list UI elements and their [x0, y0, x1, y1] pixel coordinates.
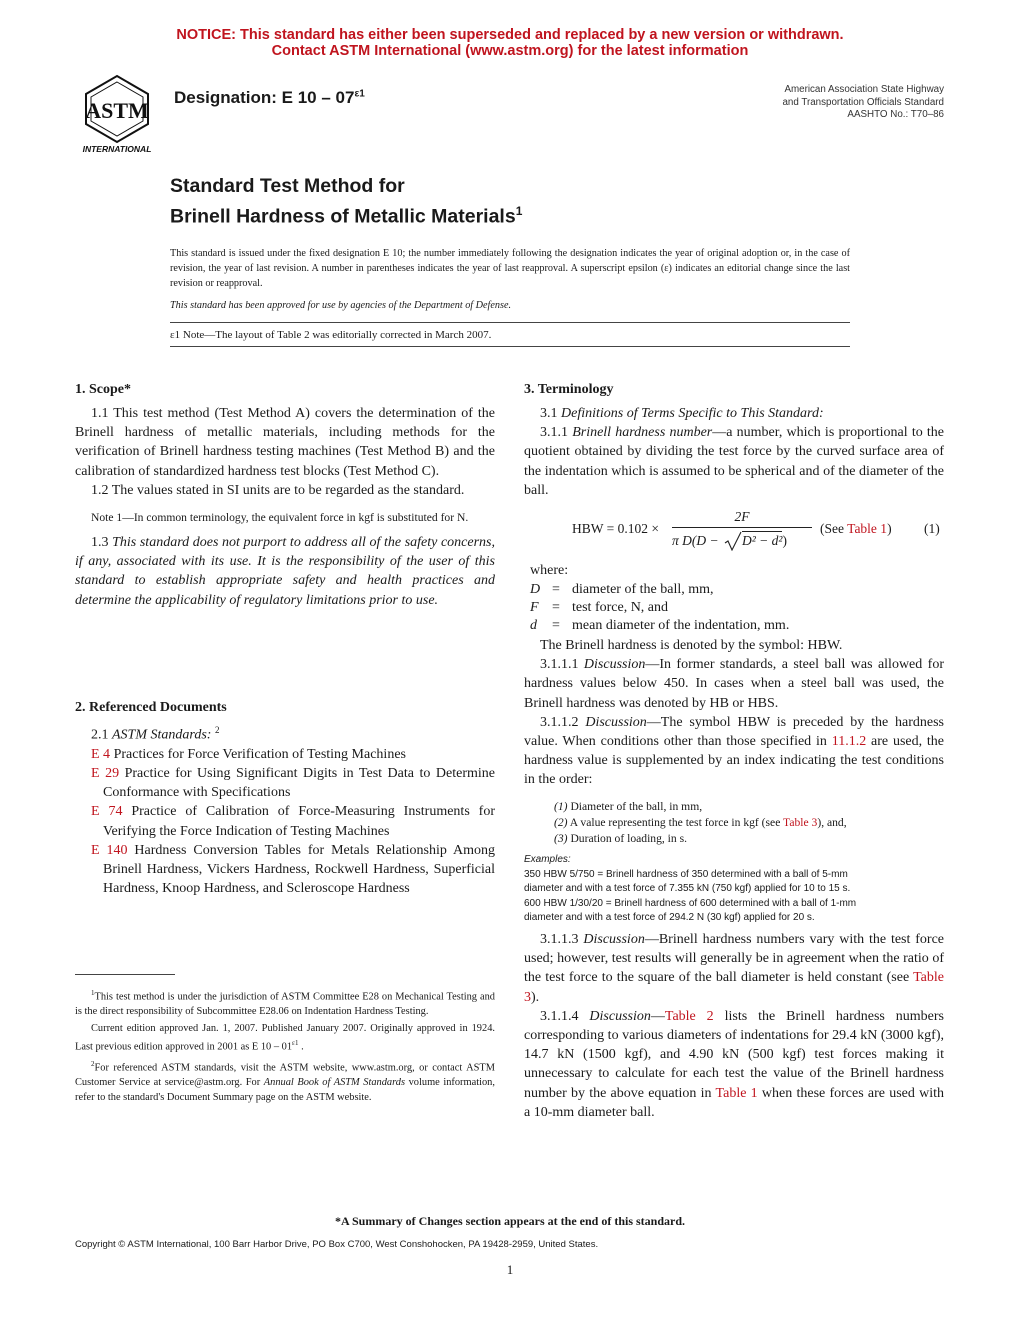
where-sym-d: D [530, 582, 541, 597]
conditions-item-1-num: (1) [554, 800, 568, 813]
footnote-1a [75, 986, 495, 1019]
scope-p3 [75, 533, 495, 610]
ref-item-e29 [75, 764, 495, 802]
where-sym-small-d: d [530, 618, 537, 633]
equation-root: D² − d² [742, 533, 783, 548]
referenced-heading: 2. Referenced Documents [75, 700, 227, 715]
term-d4-text-b: when these forces are used with a 10-mm diameter ball. [524, 1085, 944, 1120]
term-d3-num: 3.1.1.3 [540, 932, 579, 947]
term-denoted: The Brinell hardness is denoted by the symbol: HBW. [540, 638, 843, 653]
footnote-1-mark: 1 [91, 989, 95, 997]
term-d3-text-b: ). [531, 989, 540, 1005]
footnotes [75, 986, 495, 1105]
term-3-1 [524, 404, 944, 423]
designation-sup: ε1 [354, 88, 365, 100]
conditions-item-3-num: (3) [554, 832, 568, 845]
equation-denominator [672, 531, 787, 555]
title-line-1: Standard Test Method for [170, 175, 405, 197]
footnote-2-italic: Annual Book of ASTM Standards [263, 1077, 406, 1089]
equation-number: (1) [924, 521, 940, 536]
astm-logo-icon [74, 74, 160, 154]
term-d4 [524, 1007, 944, 1122]
referenced-sub [75, 721, 495, 745]
example-line-2: diameter and with a test force of 7.355 kN (750 kgf) applied for 10 to 15 s. [524, 883, 851, 895]
referenced-sub-num: 2.1 [91, 727, 109, 743]
aashto-line-3: AASHTO No.: T70–86 [847, 109, 944, 120]
term-3-1-1 [524, 423, 944, 500]
term-d4-label: Discussion [589, 1008, 651, 1024]
term-3-1-num: 3.1 [540, 406, 558, 421]
footnote-1b-text: Current edition approved Jan. 1, 2007. Published January 2007. Originally approved in 1924. Last previous edition approved in 2001 as E 10 – 01 [75, 1023, 495, 1053]
logo-caption: INTERNATIONAL [82, 144, 152, 154]
astm-logo [74, 74, 160, 154]
equation-denominator-pre: π D(D − [672, 533, 719, 548]
scope-section [75, 382, 495, 610]
footnote-rule [75, 974, 175, 975]
page-number: 1 [506, 1262, 514, 1277]
term-d1-num: 3.1.1.1 [540, 657, 579, 673]
logo-letters: ASTM [85, 98, 149, 123]
where-eq-small-d: = [552, 618, 560, 633]
conditions-item-2-link[interactable]: Table 3 [783, 816, 818, 829]
title-sup: 1 [515, 204, 523, 218]
title-line-2-text: Brinell Hardness of Metallic Materials [170, 205, 516, 228]
where-eq-d: = [552, 582, 560, 597]
epsilon-note [170, 329, 491, 341]
where-def-d: diameter of the ball, mm, [572, 582, 714, 597]
rule-bottom [170, 346, 850, 347]
examples-block [524, 853, 944, 926]
aashto-line-2: and Transportation Officials Standard [782, 96, 944, 108]
conditions-item-1 [524, 799, 944, 815]
term-d2-num: 3.1.1.2 [540, 714, 579, 730]
term-d4-text-a: lists the Brinell hardness numbers corresponding to various diameters of indentations for 29.4 kN (3000 kgf), 14.7 kN (1500 kgf), and 4.90 kN (500 kgf) test forces making it unnecessary to calculate for each test the value of the Brinell hardness number by the above equation in [524, 1008, 945, 1101]
scope-note1: Note 1—In common terminology, the equivalent force in kgf is substituted for N. [91, 511, 469, 525]
ref-text-e4: Practices for Force Verification of Testing Machines [113, 746, 406, 762]
copyright: Copyright © ASTM International, 100 Barr Harbor Drive, PO Box C700, West Conshohocken, PA 19428-2959, United States. [75, 1239, 599, 1250]
equation-lhs: HBW = 0.102 × [572, 521, 659, 536]
epsilon-note-mark: ε1 Note— [170, 329, 216, 341]
ref-text-e140: Hardness Conversion Tables for Metals Relationship Among Brinell Hardness, Vickers Hardness, Rockwell Hardness, Superficial Hardness, Knoop Hardness, and Scleroscope Hardness [103, 842, 496, 897]
scope-p3-text: This standard does not purport to address all of the safety concerns, if any, associated with its use. It is the responsibility of the user of this standard to establish appropriate safety and health practices and determine the applicability of regulatory limitations prior to use. [75, 535, 496, 608]
scope-p2: 1.2 The values stated in SI units are to be regarded as the standard. [91, 482, 465, 498]
ref-link-e4[interactable]: E 4 [91, 746, 111, 762]
term-d1-label: Discussion [583, 657, 646, 673]
ref-link-e29[interactable]: E 29 [91, 766, 120, 782]
issued-statement: This standard is issued under the fixed designation E 10; the number immediately following the designation indicates the year of original adoption or, in the case of revision, the year of last revision. A number in parentheses indicates the year of last reapproval. A superscript epsilon (ε) indicates an editorial change since the last revision or reapproval. [170, 248, 850, 290]
term-d3-link[interactable]: Table 3 [524, 970, 944, 1005]
term-3-1-1-text: —a number, which is proportional to the quotient obtained by dividing the test force by the curved surface area of the indentation which is assumed to be spherical and of the diameter of the ball. [524, 425, 945, 498]
footnote-2-mark: 2 [91, 1059, 95, 1068]
ref-item-e4 [75, 745, 495, 764]
epsilon-note-text: The layout of Table 2 was editorially corrected in March 2007. [215, 329, 492, 341]
equation-fraction-bar [672, 527, 812, 528]
conditions-list [524, 799, 944, 847]
footnote-2b-text: volume information, refer to the standard's Document Summary page on the ASTM website. [75, 1077, 495, 1104]
terminology-discussions [524, 636, 944, 790]
ref-item-e140 [75, 841, 495, 899]
term-d2-label: Discussion [585, 714, 647, 730]
title-line-2 [170, 199, 522, 230]
term-3-1-text: Definitions of Terms Specific to This Standard: [561, 406, 824, 421]
referenced-section [75, 700, 495, 898]
example-line-1: 350 HBW 5/750 = Brinell hardness of 350 determined with a ball of 5-mm [524, 868, 848, 880]
term-d3-text-a: —Brinell hardness numbers vary with the test force used; however, test results will generally be in agreement when the ratio of the test force to the square of the ball diameter is held constant (see [524, 932, 945, 986]
equation-denominator-post: ) [782, 533, 787, 548]
footnote-1b: Current edition approved Jan. 1, 2007. Published January 2007. Originally approved in 1924. Last previous edition approved in 2001 as E $10 - 01^{\varepsilon 1}$ . [75, 1023, 495, 1053]
examples-label: Examples: [524, 854, 571, 865]
equation-see-link[interactable]: Table 1 [847, 521, 888, 536]
equation-see-pre: (See [820, 521, 844, 536]
where-row-d [530, 582, 714, 598]
scope-p1: 1.1 This test method (Test Method A) covers the determination of the Brinell hardness of metallic materials, including methods for the verification of Brinell hardness testing machines (Test Method B) and the calibration of standardized hardness test blocks (Test Method C). [75, 406, 495, 479]
conditions-item-2 [524, 815, 944, 831]
ref-text-e74: Practice of Calibration of Force-Measuring Instruments for Verifying the Force Indication of Testing Machines [103, 804, 495, 839]
where-label: where: [530, 563, 569, 578]
term-d2-link[interactable]: 11.1.2 [831, 734, 867, 750]
term-d4-dash: — [650, 1008, 665, 1024]
notice-line-1: NOTICE: This standard has either been superseded and replaced by a new version or withdrawn. [176, 27, 844, 43]
designation [174, 88, 365, 108]
term-d2-text-a: —The symbol HBW is preceded by the hardness value. When conditions other than those specified in [524, 714, 944, 750]
conditions-item-2-text: A value representing the test force in kgf (see [569, 816, 781, 829]
footnote-2a-text: For referenced ASTM standards, visit the ASTM website, www.astm.org, or contact ASTM Customer Service at service@astm.org. For [75, 1062, 495, 1089]
where-def-f: test force, N, and [572, 600, 669, 615]
term-d1 [524, 655, 944, 713]
equation-numerator: 2F [734, 509, 750, 524]
designation-text: Designation: E 10 – 07 [174, 88, 355, 107]
terminology-discussions-2 [524, 930, 944, 1122]
document-title [170, 174, 522, 230]
term-d2 [524, 713, 944, 790]
notice-line-2: Contact ASTM International (www.astm.org) for the latest information [271, 43, 749, 59]
term-d1-text: —In former standards, a steel ball was allowed for hardness values below 450. In cases when a steel ball was used, the Brinell hardness was denoted by HB or HBS. [524, 657, 944, 711]
referenced-sub-text: ASTM Standards: [112, 727, 212, 743]
footnote-1b-sup: ε1 [292, 1039, 299, 1048]
aashto-line-1: American Association State Highway [784, 84, 944, 95]
summary-note: *A Summary of Changes section appears at the end of this standard. [334, 1214, 686, 1228]
rule-top [170, 322, 850, 323]
conditions-item-3-text: Duration of loading, in s. [570, 832, 688, 845]
footnote-2 [75, 1057, 495, 1105]
term-d4-link-2[interactable]: Table 1 [715, 1085, 758, 1101]
where-def-small-d: mean diameter of the indentation, mm. [572, 618, 790, 633]
conditions-item-2-after: ), and, [817, 816, 847, 829]
example-line-4: diameter and with a test force of 294.2 N (30 kgf) applied for 20 s. [524, 912, 815, 924]
scope-heading: 1. Scope* [75, 382, 131, 397]
equation-see-post: ) [887, 521, 892, 536]
where-eq-f: = [552, 600, 560, 615]
term-3-1-1-term: Brinell hardness number [572, 425, 713, 441]
term-d2-text-b: are used, the hardness value is supplemented by an index indicating the test conditions in the order: [524, 734, 945, 788]
where-sym-f: F [530, 600, 539, 615]
conditions-item-3 [524, 831, 944, 847]
where-row-f [530, 600, 669, 616]
term-d3 [524, 930, 944, 1007]
aashto-block [700, 84, 944, 122]
term-d4-link-1[interactable]: Table 2 [664, 1008, 714, 1024]
approved-statement: This standard has been approved for use by agencies of the Department of Defense. [170, 300, 512, 311]
referenced-sub-sup: 2 [214, 725, 220, 735]
conditions-item-1-text: Diameter of the ball, in mm, [570, 800, 703, 813]
equation-see [820, 521, 892, 537]
conditions-item-2-num: (2) [554, 816, 568, 829]
where-row-small-d [530, 618, 790, 634]
term-d4-num: 3.1.1.4 [540, 1008, 579, 1024]
terminology-heading: 3. Terminology [524, 382, 614, 397]
ref-link-e74[interactable]: E 74 [91, 804, 123, 820]
scope-p3-num: 1.3 [91, 535, 109, 551]
ref-link-e140[interactable]: E 140 [91, 842, 128, 858]
example-line-3: 600 HBW 1/30/20 = Brinell hardness of 600 determined with a ball of 1-mm [524, 897, 857, 909]
term-d3-label: Discussion [583, 932, 645, 947]
terminology-section [524, 382, 944, 500]
ref-text-e29: Practice for Using Significant Digits in Test Data to Determine Conformance with Specifications [103, 766, 495, 801]
sqrt-icon [724, 531, 742, 555]
ref-item-e74 [75, 802, 495, 840]
footnote-1a-text: This test method is under the jurisdiction of ASTM Committee E28 on Mechanical Testing and is the direct responsibility of Subcommittee E28.06 on Indentation Hardness Testing. [75, 991, 495, 1018]
term-3-1-1-num: 3.1.1 [540, 425, 568, 441]
